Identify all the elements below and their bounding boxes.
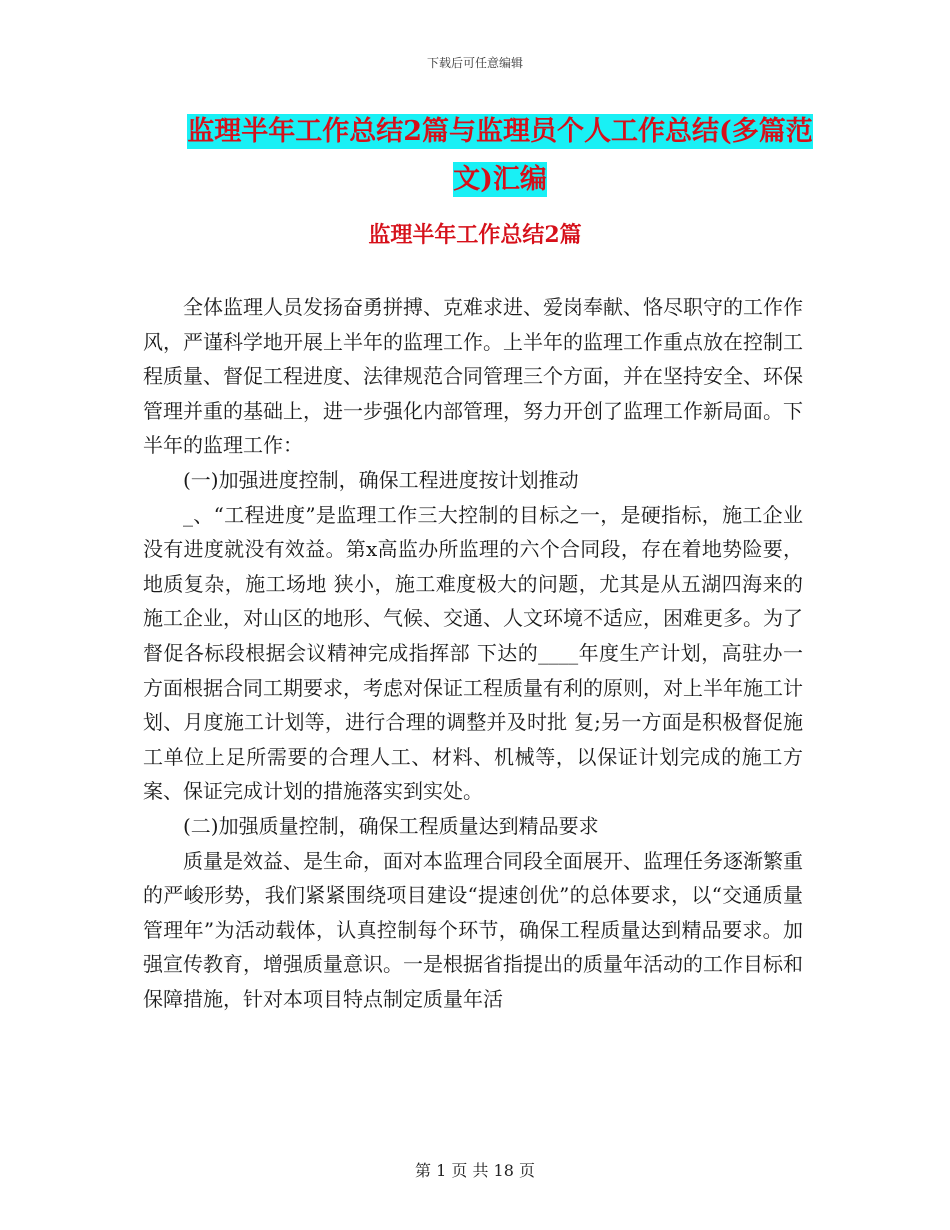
page-footer: 第 1 页 共 18 页: [415, 1161, 535, 1180]
paragraph-progress: _、“工程进度”是监理工作三大控制的目标之一，是硬指标，施工企业没有进度就没有效益。第x高监办所监理的六个合同段，存在着地势险要，地质复杂，施工场地 狭小，施工难度极大的问题，尤其是从五湖四海来的施工企业，对山区的地形、气候、交通、人文环境不适应，困难更多。为了督促各标段根据会议精神完成指挥部 下达的____年度生产计划，高驻办一方面根据合同工期要求，考虑对保证工程质量有利的原则，对上半年施工计划、月度施工计划等，进行合理的调整并及时批 复;另一方面是积极督促施工单位上足所需要的合理人工、材料、机械等，以保证计划完成的施工方案、保证完成计划的措施落实到实处。: [143, 502, 803, 804]
paragraph-quality: 质量是效益、是生命，面对本监理合同段全面展开、监理任务逐渐繁重的严峻形势，我们紧紧围绕项目建设“提速创优”的总体要求，以“交通质量管理年”为活动载体，认真控制每个环节，确保工程质量达到精品要求。加强宣传教育，增强质量意识。一是根据省指提出的质量年活动的工作目标和保障措施，针对本项目特点制定质量年活: [143, 848, 803, 1011]
header-note: 下载后可任意编辑: [426, 56, 523, 70]
section-title: 监理半年工作总结2篇: [368, 222, 582, 248]
document-title: [185, 108, 815, 204]
body-text: [143, 290, 803, 1016]
document-title-text: 监理半年工作总结2篇与监理员个人工作总结(多篇范文)汇编: [187, 116, 813, 195]
paragraph-heading-quality: (二)加强质量控制，确保工程质量达到精品要求: [183, 813, 599, 838]
paragraph-heading-progress: (一)加强进度控制，确保工程进度按计划推动: [183, 467, 579, 492]
paragraph-intro: 全体监理人员发扬奋勇拼搏、克难求进、爱岗奉献、恪尽职守的工作作风，严谨科学地开展上半年的监理工作。上半年的监理工作重点放在控制工程质量、督促工程进度、法律规范合同管理三个方面，并在坚持安全、环保管理并重的基础上，进一步强化内部管理，努力开创了监理工作新局面。下半年的监理工作：: [143, 295, 803, 458]
